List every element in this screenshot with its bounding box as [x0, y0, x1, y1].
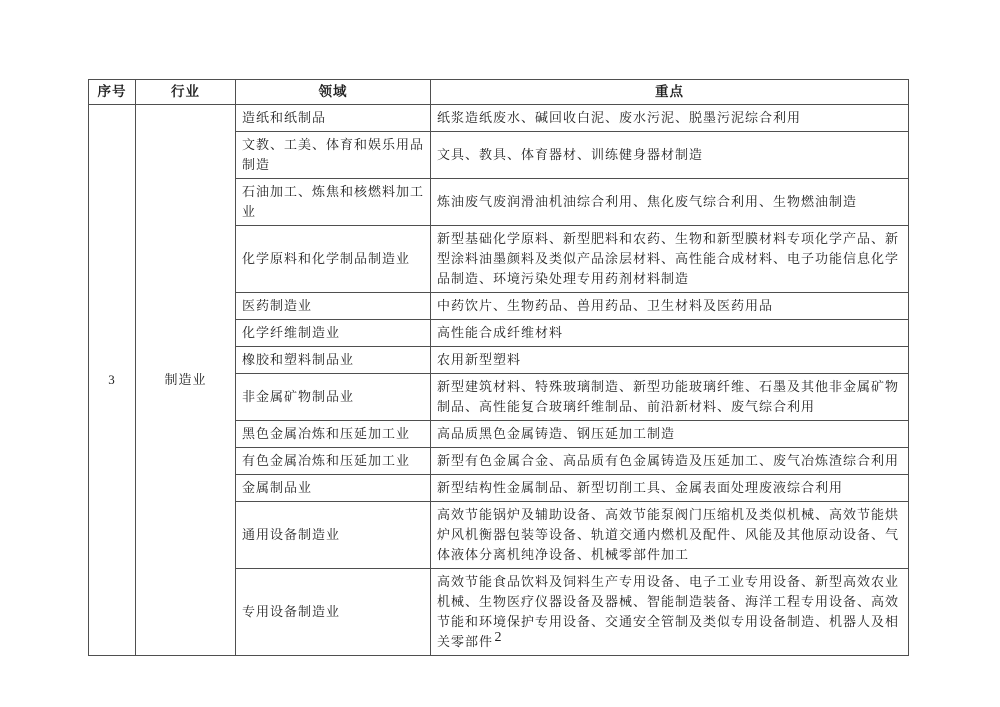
focus-cell: 新型建筑材料、特殊玻璃制造、新型功能玻璃纤维、石墨及其他非金属矿物制品、高性能复合玻璃纤维制品、前沿新材料、废气综合利用 [431, 374, 909, 421]
focus-cell: 纸浆造纸废水、碱回收白泥、废水污泥、脱墨污泥综合利用 [431, 105, 909, 132]
focus-cell: 高性能合成纤维材料 [431, 320, 909, 347]
table-row [89, 105, 909, 132]
focus-cell: 中药饮片、生物药品、兽用药品、卫生材料及医药用品 [431, 293, 909, 320]
header-serial: 序号 [89, 80, 136, 105]
header-industry: 行业 [136, 80, 236, 105]
field-cell: 金属制品业 [236, 475, 431, 502]
field-cell: 黑色金属冶炼和压延加工业 [236, 421, 431, 448]
focus-cell: 新型结构性金属制品、新型切削工具、金属表面处理废液综合利用 [431, 475, 909, 502]
table-header-row [89, 80, 909, 105]
focus-cell: 炼油废气废润滑油机油综合利用、焦化废气综合利用、生物燃油制造 [431, 179, 909, 226]
field-cell: 文教、工美、体育和娱乐用品制造 [236, 132, 431, 179]
field-cell: 化学原料和化学制品制造业 [236, 226, 431, 293]
field-cell: 医药制造业 [236, 293, 431, 320]
focus-cell: 新型基础化学原料、新型肥料和农药、生物和新型膜材料专项化学产品、新型涂料油墨颜料及类似产品涂层材料、高性能合成材料、电子功能信息化学品制造、环境污染处理专用药剂材料制造 [431, 226, 909, 293]
field-cell: 通用设备制造业 [236, 502, 431, 569]
industry-focus-table [88, 79, 909, 656]
field-cell: 橡胶和塑料制品业 [236, 347, 431, 374]
industry-cell: 制造业 [136, 105, 236, 656]
page-number: 2 [494, 630, 502, 645]
focus-cell: 高品质黑色金属铸造、钢压延加工制造 [431, 421, 909, 448]
focus-cell: 文具、教具、体育器材、训练健身器材制造 [431, 132, 909, 179]
field-cell: 化学纤维制造业 [236, 320, 431, 347]
header-field: 领域 [236, 80, 431, 105]
field-cell: 专用设备制造业 [236, 569, 431, 656]
focus-cell: 高效节能食品饮料及饲料生产专用设备、电子工业专用设备、新型高效农业机械、生物医疗仪器设备及器械、智能制造装备、海洋工程专用设备、高效节能和环境保护专用设备、交通安全管制及类似专用设备制造、机器人及相关零部件 [431, 569, 909, 656]
header-focus: 重点 [431, 80, 909, 105]
focus-cell: 高效节能锅炉及辅助设备、高效节能泵阀门压缩机及类似机械、高效节能烘炉风机衡器包装等设备、轨道交通内燃机及配件、风能及其他原动设备、气体液体分离机纯净设备、机械零部件加工 [431, 502, 909, 569]
field-cell: 造纸和纸制品 [236, 105, 431, 132]
field-cell: 有色金属冶炼和压延加工业 [236, 448, 431, 475]
focus-cell: 新型有色金属合金、高品质有色金属铸造及压延加工、废气冶炼渣综合利用 [431, 448, 909, 475]
field-cell: 非金属矿物制品业 [236, 374, 431, 421]
serial-cell: 3 [89, 105, 136, 656]
field-cell: 石油加工、炼焦和核燃料加工业 [236, 179, 431, 226]
focus-cell: 农用新型塑料 [431, 347, 909, 374]
